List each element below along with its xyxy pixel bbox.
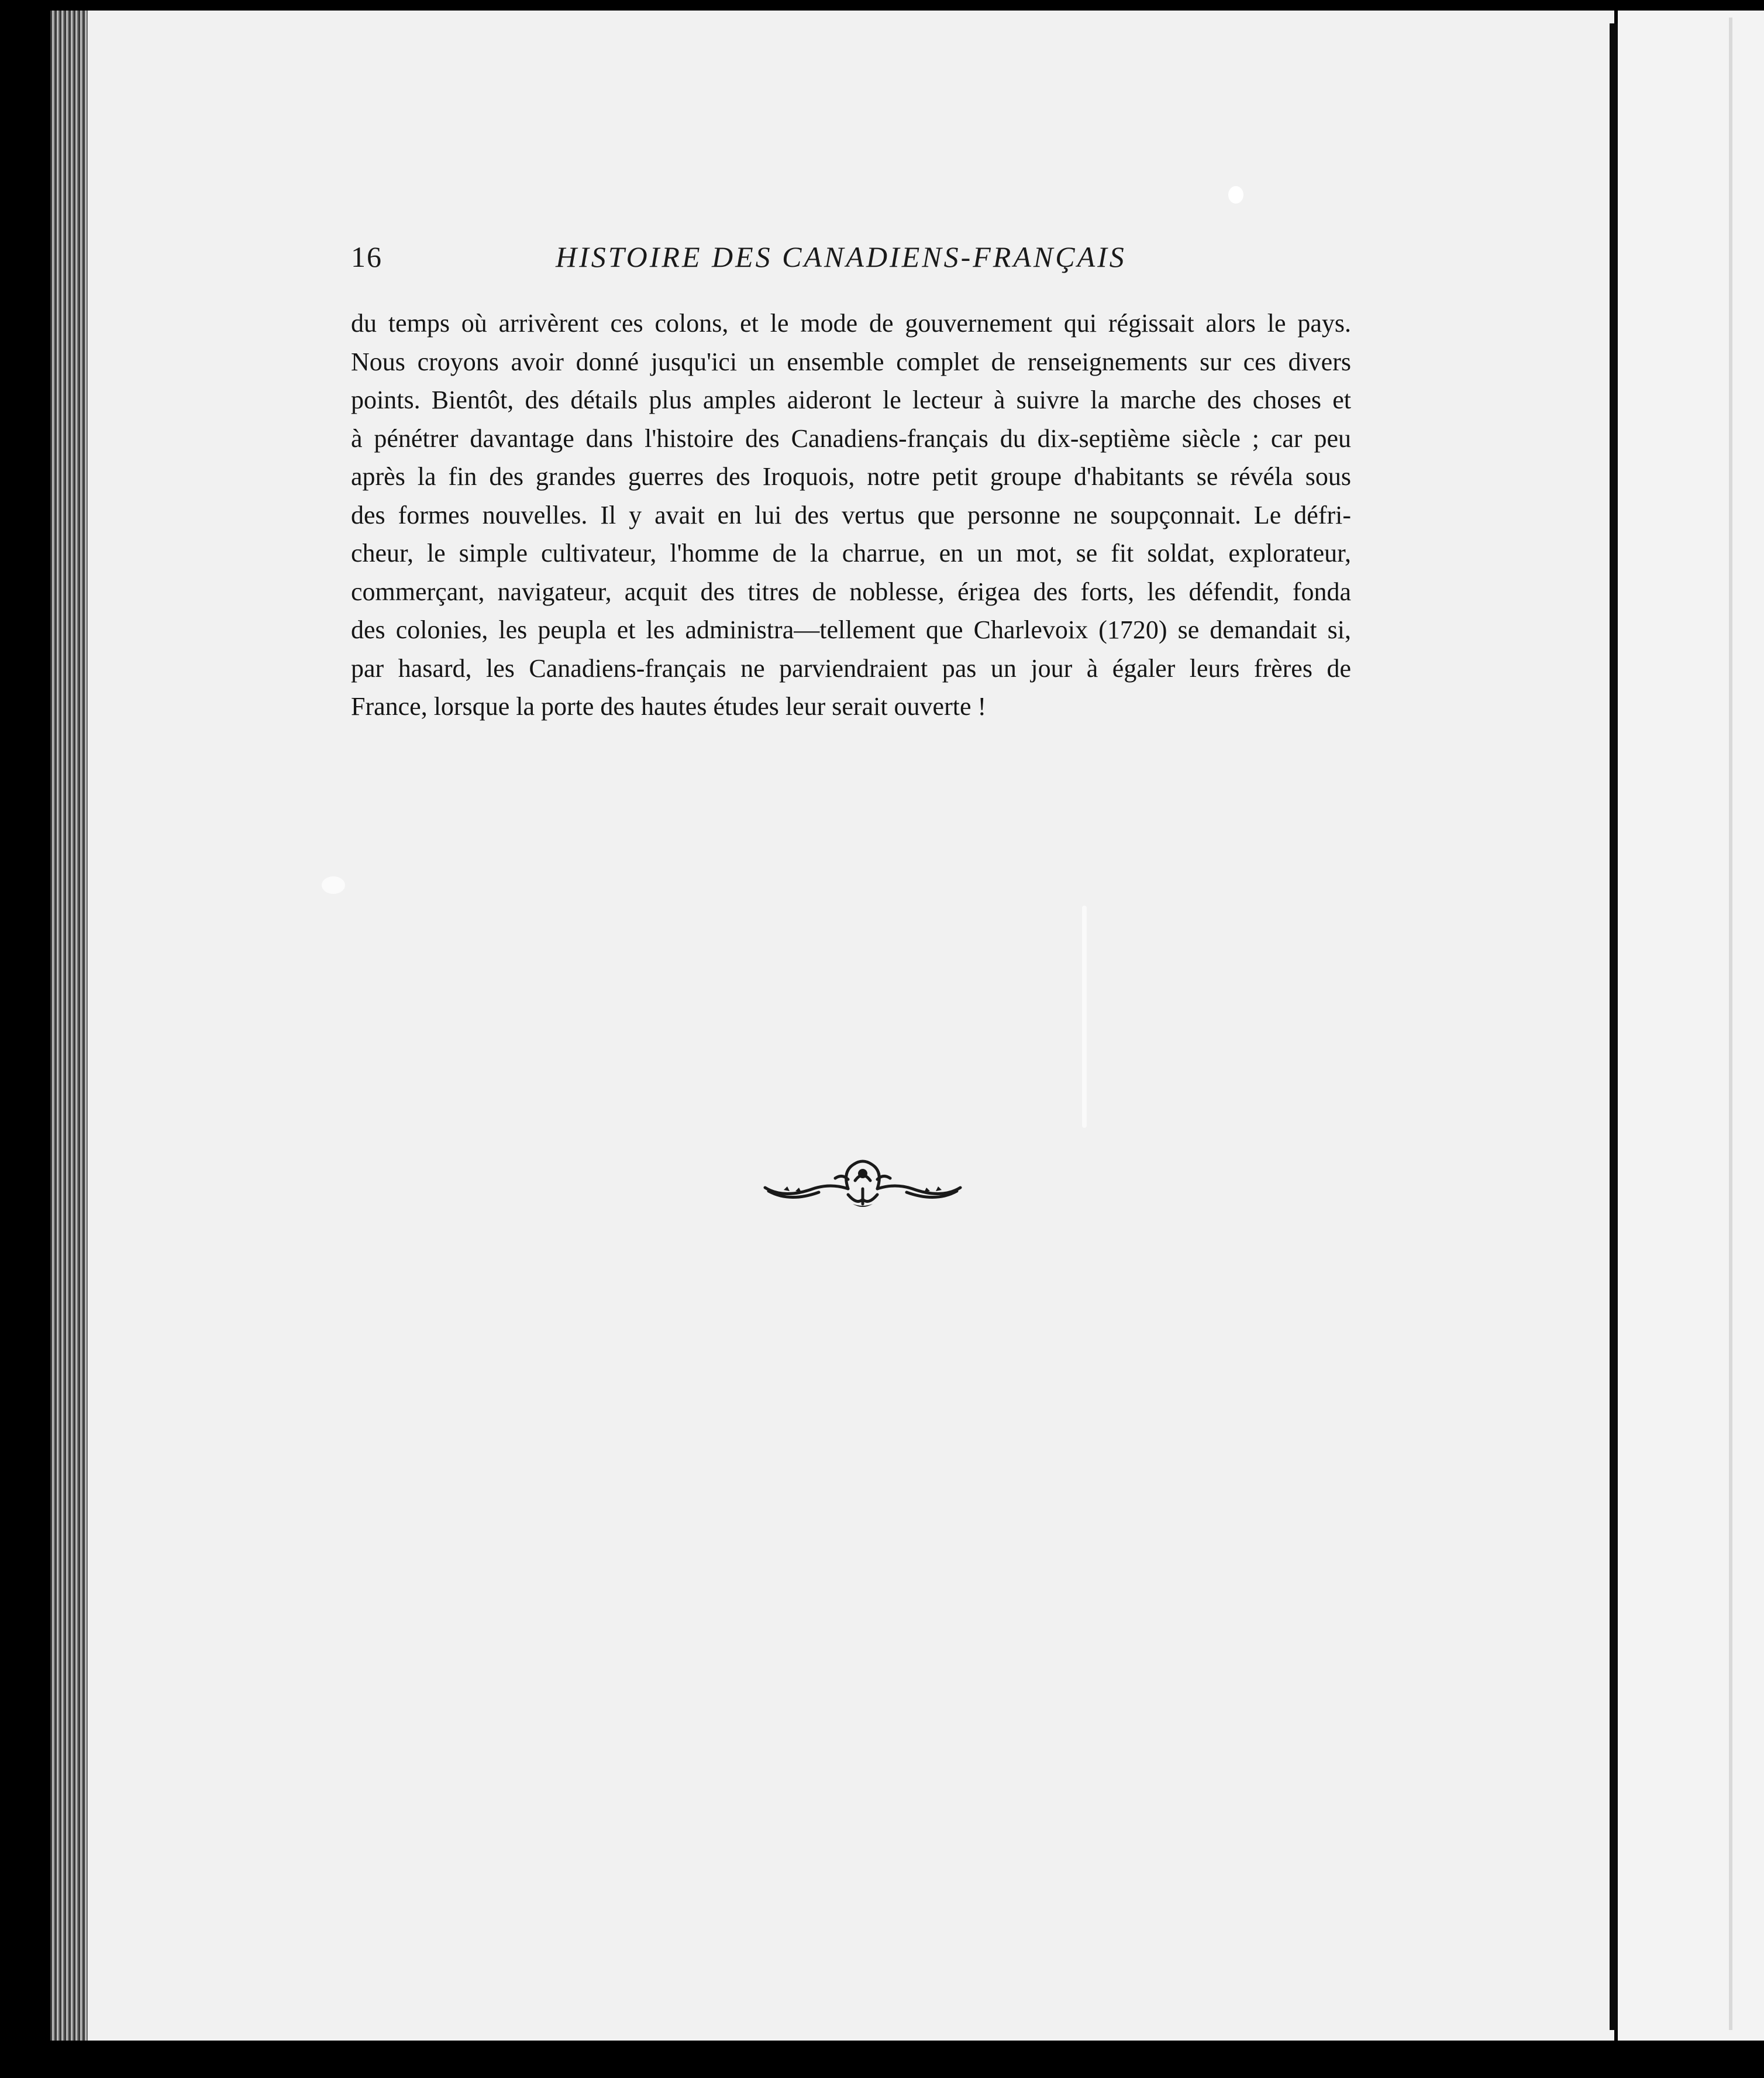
text-line: des colonies, les peupla et les administra—tellement que Charlevoix (1720) se demandait si, (351, 615, 1351, 644)
text-line: points. Bientôt, des détails plus amples aideront le lecteur à suivre la marche des choses et (351, 386, 1351, 414)
running-title: HISTOIRE DES CANADIENS-FRANÇAIS (556, 240, 1126, 273)
fleuron-ornament-icon (760, 1154, 965, 1211)
text-line: des formes nouvelles. Il y avait en lui des vertus que personne ne soupçonnait. Le défri- (351, 500, 1351, 529)
text-line: France, lorsque la porte des hautes études leur serait ouverte ! (351, 692, 987, 721)
text-line: Nous croyons avoir donné jusqu'ici un ensemble complet de renseignements sur ces divers (351, 347, 1351, 376)
text-line: commerçant, navigateur, acquit des titres de noblesse, érigea des forts, les défendit, fonda (351, 577, 1351, 606)
text-line: du temps où arrivèrent ces colons, et le mode de gouvernement qui régissait alors le pays. (351, 309, 1351, 338)
facing-page-edge (1618, 11, 1764, 2041)
scan-speck (322, 876, 345, 894)
page-number: 16 (351, 240, 383, 273)
body-paragraph (351, 304, 1351, 726)
scan-speck (1228, 186, 1243, 204)
running-head (351, 240, 1357, 281)
text-line: à pénétrer davantage dans l'histoire des Canadiens-français du dix-septième siècle ; car peu (351, 424, 1351, 453)
facing-page-fold (1729, 18, 1732, 2030)
scan-speck (1082, 906, 1087, 1128)
text-line: après la fin des grandes guerres des Iroquois, notre petit groupe d'habitants se révéla sous (351, 462, 1351, 491)
text-line: cheur, le simple cultivateur, l'homme de la charrue, en un mot, se fit soldat, explorateur, (351, 539, 1351, 567)
text-line: par hasard, les Canadiens-français ne parviendraient pas un jour à égaler leurs frères de (351, 653, 1351, 683)
book-gutter (1610, 23, 1618, 2030)
page-edges (50, 11, 92, 2041)
